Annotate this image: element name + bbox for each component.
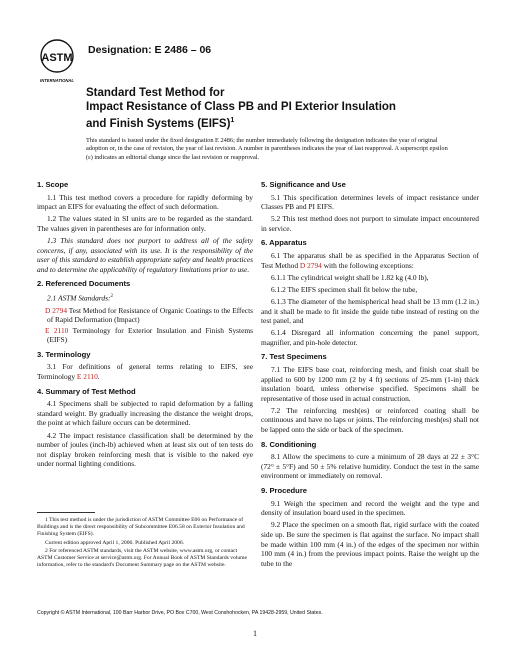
para-6-1-1: 6.1.1 The cylindrical weight shall be 1.82 kg (4.0 lb),	[271, 272, 429, 282]
para-9-1: 9.1 Weigh the specimen and record the weight and the type and density of insulation board used in the specimen.	[261, 498, 479, 518]
logo-subtext: INTERNATIONAL	[40, 78, 74, 83]
para-5-2: 5.2 This test method does not purport to simulate impact encountered in service.	[261, 214, 479, 233]
section-heading-apparatus: 6. Apparatus	[261, 238, 307, 248]
designation: Designation: E 2486 – 06	[88, 44, 212, 56]
footnote-2: 2 For referenced ASTM standards, visit the ASTM website, www.astm.org, or contact ASTM Customer Service at service@astm.org. For Annual Book of ASTM Standards volume information, refer to the standard's Document Summary page on the ASTM website.	[37, 547, 247, 569]
footnotes	[37, 517, 253, 570]
section-heading-procedure: 9. Procedure	[261, 486, 308, 496]
para-3-1: 3.1 For definitions of general terms relating to EIFS, see Terminology E 2110.	[37, 362, 253, 382]
para-4-1: 4.1 Specimens shall be subjected to rapid deformation by a falling standard weight. By gradually increasing the distance the weight drops, the point at which failure occurs can be determined.	[37, 399, 253, 428]
section-heading-conditioning: 8. Conditioning	[261, 439, 317, 449]
link-d2794[interactable]: D 2794	[45, 305, 68, 315]
left-column	[37, 175, 253, 471]
para-6-1-4: 6.1.4 Disregard all information concerning the panel support, magnifier, and pin-hole detector.	[261, 328, 479, 347]
para-6-1-3: 6.1.3 The diameter of the hemispherical head shall be 13 mm (1.2 in.) and it shall be made to fit inside the guide tube instead of resting on the test panel, and	[261, 296, 479, 326]
footnote-divider	[37, 512, 95, 513]
title-line-2: Impact Resistance of Class PB and PI Exterior Insulation	[86, 101, 396, 113]
para-9-2: 9.2 Place the specimen on a smooth flat, rigid surface with the coated side up. Be sure the specimen is flat against the surface. No impact shall be made within 100 mm (4 in.) of the edges of the specimen nor within 100 mm (4 in.) from the previous impact points. Raise the weight up the tube to the	[261, 520, 479, 568]
para-1-2: 1.2 The values stated in SI units are to be regarded as the standard. The values given in parentheses are for information only.	[37, 214, 253, 233]
para-4-2: 4.2 The impact resistance classification shall be determined by the number of joules (inch-lb) achieved when at least six out of ten tests do not display broken reinforcing mesh that is visible to the naked eye under normal lighting conditions.	[37, 430, 253, 469]
para-6-1-2: 6.1.2 The EIFS specimen shall fit below the tube,	[271, 284, 418, 294]
para-5-1: 5.1 This specification determines levels of impact resistance under Classes PB and PI EIFS.	[261, 192, 479, 212]
footnote-1: 1 This test method is under the jurisdiction of ASTM Committee E06 on Performance of Buildings and is the direct responsibility of Subcommittee E06.58 on Exterior Insulation and Finishing System (EIFS).	[37, 517, 245, 538]
para-6-1: 6.1 The apparatus shall be as specified in the Apparatus Section of Test Method D 2794 with the following exceptions:	[261, 251, 479, 270]
section-heading-specimens: 7. Test Specimens	[261, 352, 327, 362]
reference-e2110: E 2110 Terminology for Exterior Insulation and Finish Systems (EIFS)	[45, 325, 254, 345]
title-line-3: and Finish Systems (EIFS)$^1$	[86, 117, 235, 130]
footnote-1-edition: Current edition approved April 1, 2006. Published April 2006.	[45, 539, 185, 546]
para-1-1: 1.1 This test method covers a procedure for rapidly deforming by impact an EIFS for evaluating the effect of such deformation.	[37, 192, 253, 212]
para-7-2: 7.2 The reinforcing mesh(es) or reinforced coating shall be continuous and have no laps or joints. The reinforcing mesh(es) shall not be lapped onto the side or back of the specimen.	[261, 405, 479, 435]
para-2-1: 2.1 ASTM Standards:$^2$	[47, 293, 113, 303]
reference-d2794: D 2794 Test Method for Resistance of Organic Coatings to the Effects of Rapid Deformation (Impact)	[45, 305, 253, 325]
section-heading-summary: 4. Summary of Test Method	[37, 386, 136, 396]
link-d2794-apparatus[interactable]: D 2794	[299, 260, 322, 270]
link-e2110[interactable]: E 2110	[45, 325, 69, 335]
title-footnote-ref: 1	[230, 117, 235, 124]
document-title	[86, 86, 466, 131]
copyright-line: Copyright © ASTM International, 100 Barr Harbor Drive, PO Box C700, West Conshohocken, PA 19428-2959, United States.	[37, 610, 323, 616]
logo-text: ASTM	[41, 52, 73, 64]
section-heading-referenced: 2. Referenced Documents	[37, 279, 131, 289]
section-heading-scope: 1. Scope	[37, 180, 69, 189]
section-heading-significance: 5. Significance and Use	[261, 180, 346, 189]
link-e2110-terminology[interactable]: E 2110	[76, 372, 98, 382]
para-8-1: 8.1 Allow the specimens to cure a minimum of 28 days at 22 ± 3°C (72° ± 5°F) and 50 ± 5% relative humidity. Conduct the test in the same environment or immediately on removal.	[261, 452, 479, 481]
section-heading-terminology: 3. Terminology	[37, 349, 91, 359]
astm-logo	[37, 36, 77, 88]
issued-note: This standard is issued under the fixed designation E 2486; the number immediately following the designation indicates the year of original adoption or, in the case of revision, the year of last revision. A number in parentheses indicates the year of last reapproval. A superscript epsilon (ε) indicates an editorial change since the last revision or reapproval.	[86, 137, 448, 161]
page-number: 1	[253, 629, 257, 638]
para-1-3: 1.3 This standard does not purport to address all of the safety concerns, if any, associated with its use. It is the responsibility of the user of this standard to establish appropriate safety and health practices and to determine the applicability of regulatory limitations prior to use.	[37, 235, 253, 274]
title-line-1: Standard Test Method for	[86, 87, 225, 99]
right-column	[261, 175, 479, 571]
para-7-1: 7.1 The EIFS base coat, reinforcing mesh, and finish coat shall be applied to 600 by 1200 mm (2 by 4 ft) sections of 25-mm (1-in) thick insulation board, unless otherwise specified. Specimens shall be representative of those used in actual construction.	[261, 365, 479, 403]
